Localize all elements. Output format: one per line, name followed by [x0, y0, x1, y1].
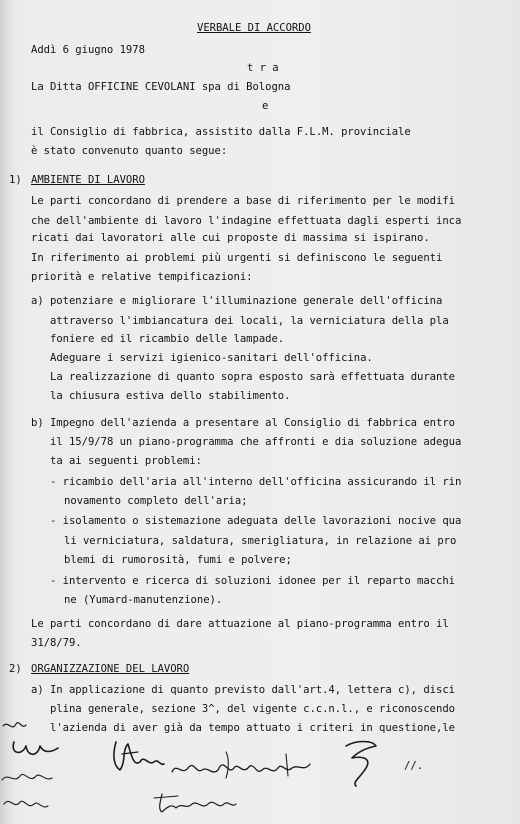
handwritten-signature-center-bottom	[150, 780, 240, 820]
handwritten-signature-left-top	[0, 718, 70, 824]
item-a-line-5: La realizzazione di quanto sopra esposto sarà effettuata durante	[50, 371, 455, 383]
item-b-line-3: ta ai seguenti problemi:	[50, 455, 202, 467]
signature-mark: //.	[404, 760, 423, 772]
section-1-line-5: priorità e relative tempificazioni:	[31, 271, 253, 283]
item-a-line-1: a) potenziare e migliorare l'illuminazione generale dell'officina	[31, 295, 443, 307]
party-one: La Ditta OFFICINE CEVOLANI spa di Bologna	[31, 81, 291, 93]
bullet-1-line-1: - ricambio dell'aria all'interno dell'officina assicurando il rin	[50, 476, 462, 488]
item-a-line-2: attraverso l'imbiancatura dei locali, la verniciatura della pla	[50, 315, 449, 327]
section-2-title: ORGANIZZAZIONE DEL LAVORO	[31, 663, 190, 675]
party-two: il Consiglio di fabbrica, assistito dalla F.L.M. provinciale	[31, 126, 411, 138]
bullet-2-line-3: blemi di rumorosità, fumi e polvere;	[64, 554, 292, 566]
closing-line-2: 31/8/79.	[31, 637, 82, 649]
item-b-line-1: b) Impegno dell'azienda a presentare al Consiglio di fabbrica entro	[31, 417, 455, 429]
item-a-line-3: foniere ed il ricambio delle lampade.	[50, 333, 285, 345]
section-1-line-1: Le parti concordano di prendere a base di riferimento per le modifi	[31, 195, 455, 207]
handwritten-signature-center	[168, 746, 318, 782]
conjunction-e: e	[262, 100, 269, 112]
closing-line-1: Le parti concordano di dare attuazione al piano-programma entro il	[31, 618, 449, 630]
section-2-line-1: a) In applicazione di quanto previsto dall'art.4, lettera c), disci	[31, 684, 455, 696]
handwritten-signature-center-left	[108, 732, 168, 782]
bullet-3-line-1: - intervento e ricerca di soluzioni idonee per il reparto macchi	[50, 575, 455, 587]
date-line: Addì 6 giugno 1978	[31, 44, 145, 56]
handwritten-signature-right	[336, 738, 396, 790]
bullet-2-line-2: li verniciatura, saldatura, smerigliatura, in relazione ai pro	[64, 535, 457, 547]
item-a-line-4: Adeguare i servizi igienico-sanitari dell'officina.	[50, 352, 373, 364]
agreed-line: è stato convenuto quanto segue:	[31, 145, 228, 157]
bullet-3-line-2: ne (Yumard-manutenzione).	[64, 594, 223, 606]
tra-word: t r a	[247, 62, 279, 74]
item-b-line-2: il 15/9/78 un piano-programma che affronti e dia soluzione adegua	[50, 436, 462, 448]
section-2-number: 2)	[9, 663, 22, 675]
document-title: VERBALE DI ACCORDO	[197, 22, 311, 34]
section-1-line-4: In riferimento ai problemi più urgenti si definiscono le seguenti	[31, 252, 443, 264]
section-2-line-3: l'azienda di aver già da tempo attuato i criteri in questione,le	[50, 722, 455, 734]
section-2-line-2: plina generale, sezione 3^, del vigente c.c.n.l., e riconoscendo	[50, 703, 455, 715]
bullet-1-line-2: novamento completo dell'aria;	[64, 495, 248, 507]
item-a-line-6: la chiusura estiva dello stabilimento.	[50, 390, 291, 402]
section-1-line-3: ricati dai lavoratori alle cui proposte di massima si ispirano.	[31, 232, 430, 244]
section-1-line-2: che dell'ambiente di lavoro l'indagine effettuata dagli esperti inca	[31, 215, 462, 227]
bullet-2-line-1: - isolamento o sistemazione adeguata delle lavorazioni nocive qua	[50, 515, 462, 527]
section-1-number: 1)	[9, 174, 22, 186]
section-1-title: AMBIENTE DI LAVORO	[31, 174, 145, 186]
